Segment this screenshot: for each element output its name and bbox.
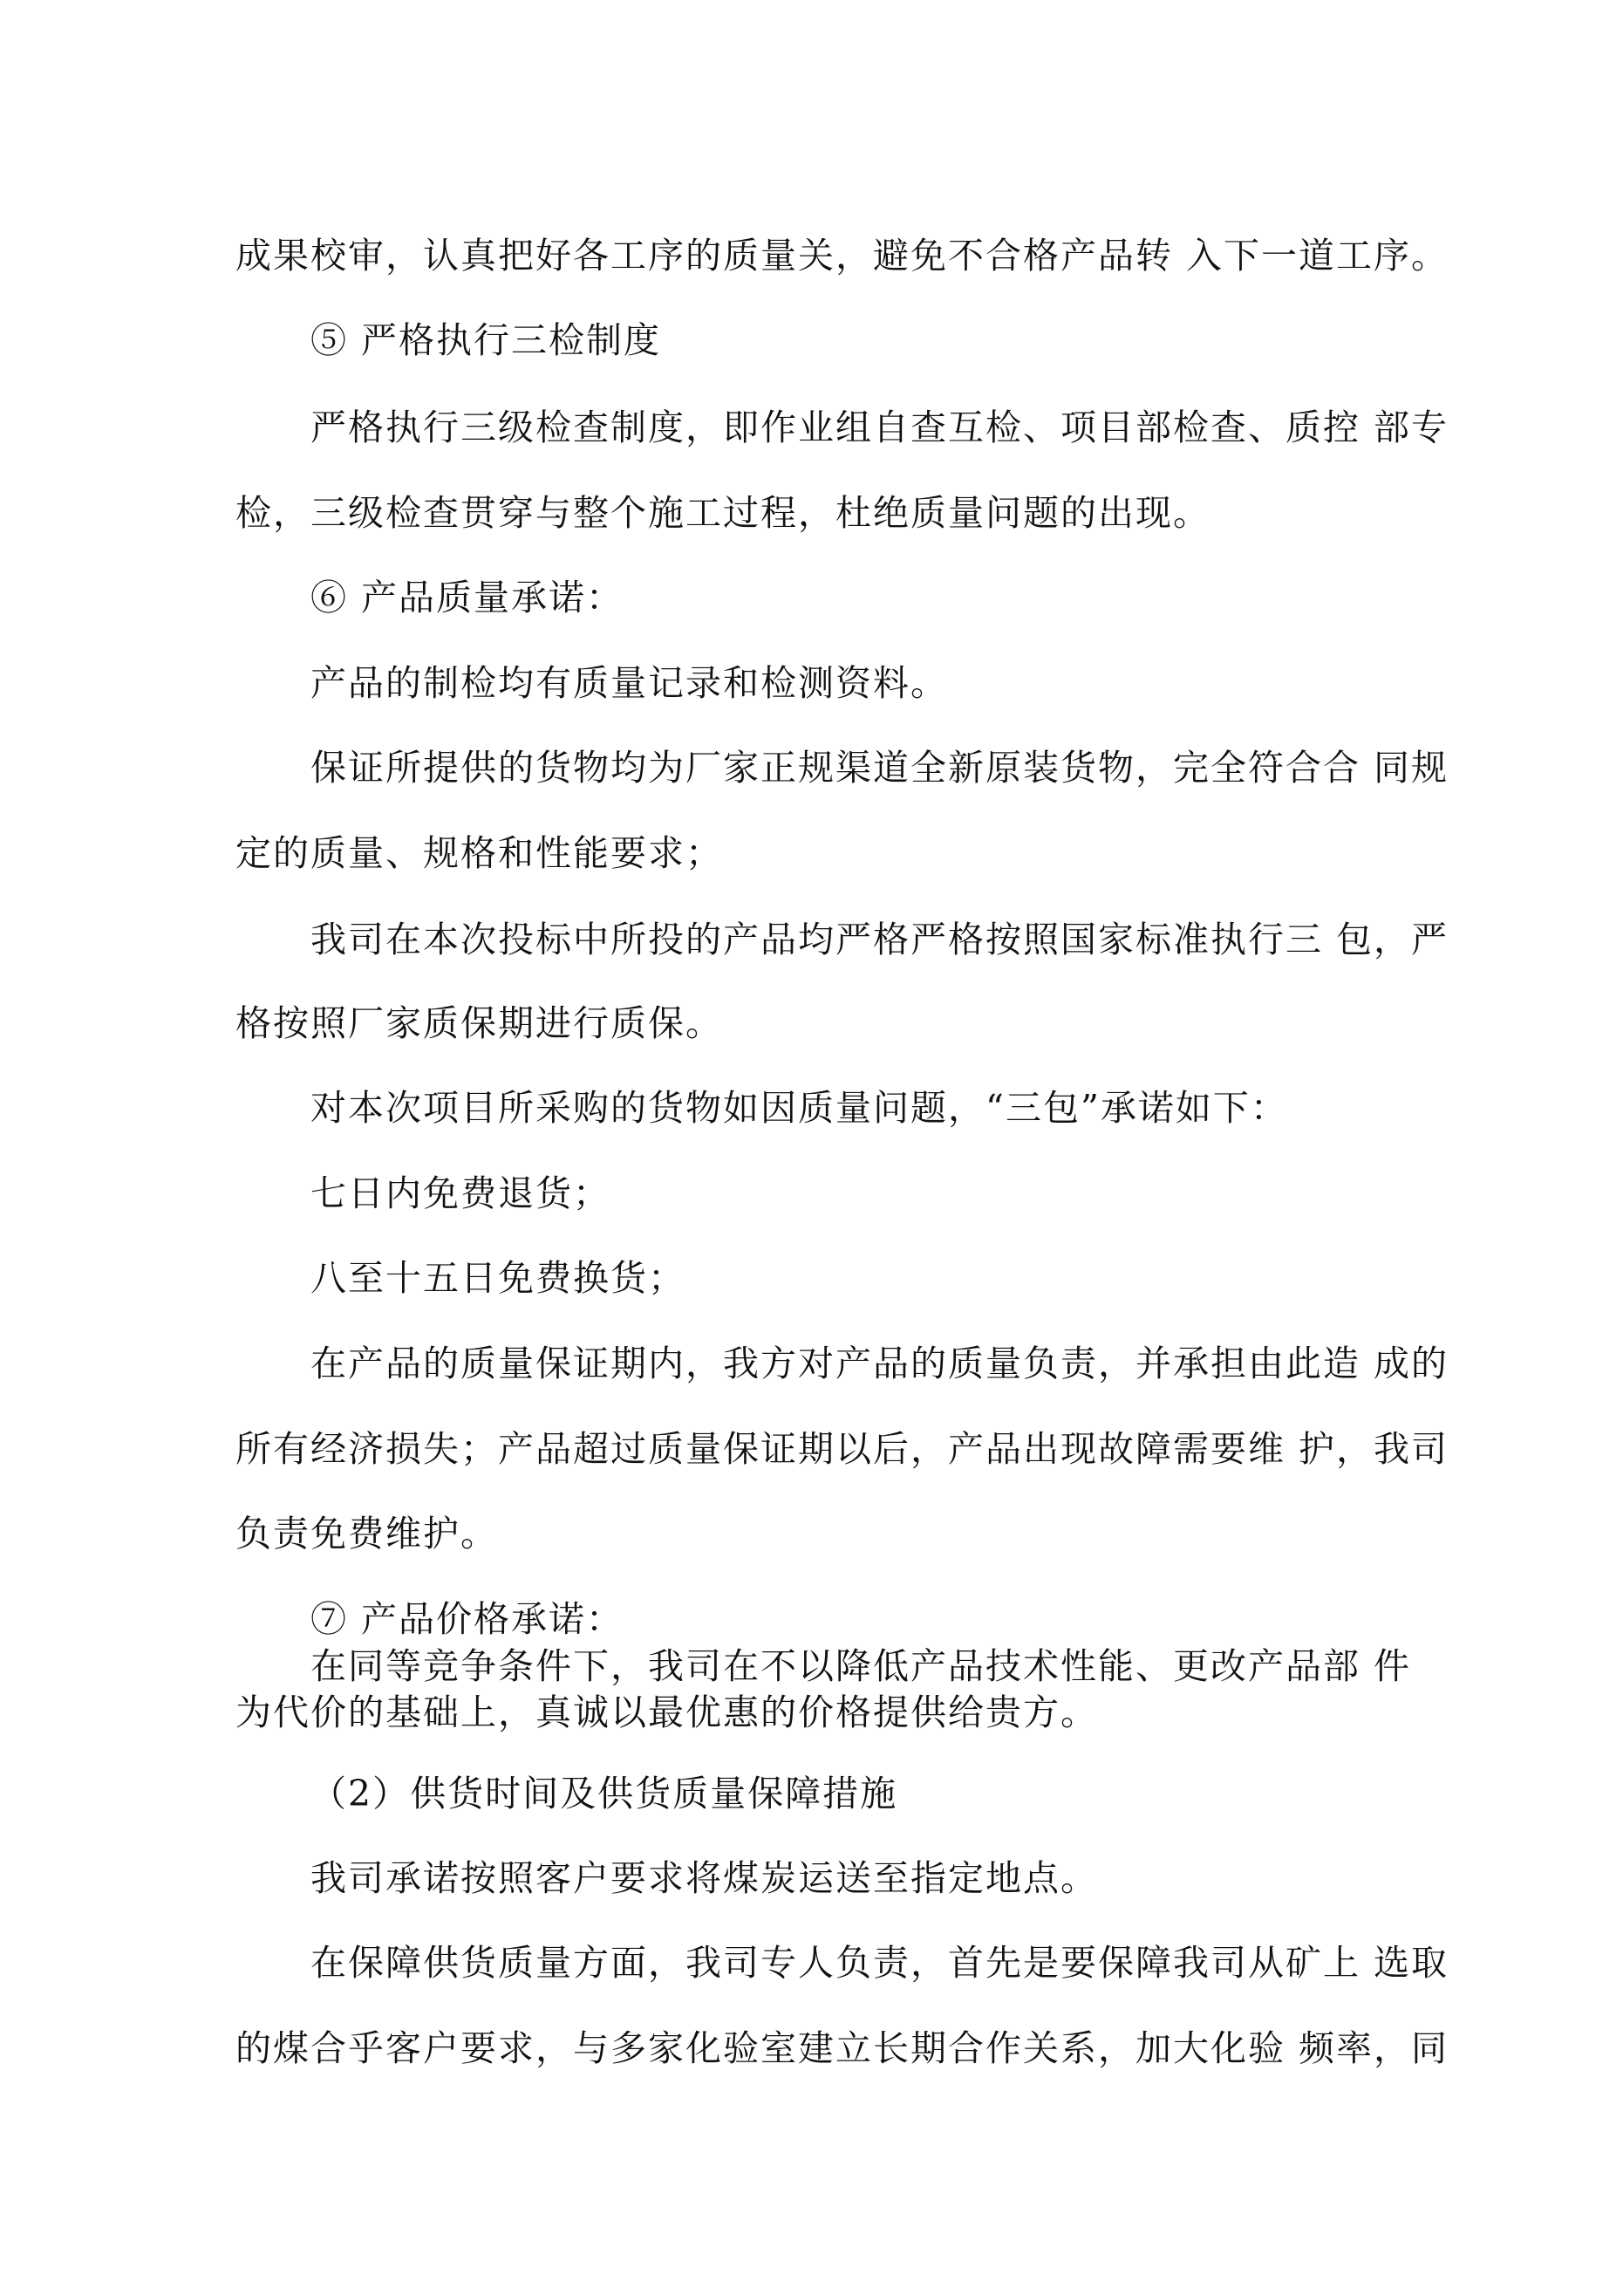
text-line: 保证所提供的货物均为厂家正规渠道全新原装货物，完全符合合 同规 <box>310 747 1449 789</box>
text-line: 格按照厂家质保期进行质保。 <box>235 1002 723 1044</box>
text-line: 七日内免费退货； <box>310 1172 610 1214</box>
text-line: 在产品的质量保证期内，我方对产品的质量负责，并承担由此造 成的 <box>310 1343 1449 1384</box>
text-line: 八至十五日免费换货； <box>310 1257 685 1299</box>
text-line: 检，三级检查贯穿与整个施工过程，杜绝质量问题的出现。 <box>235 492 1210 534</box>
text-line: 定的质量、规格和性能要求； <box>235 832 723 874</box>
text-line: 所有经济损失；产品超过质量保证期以后，产品出现故障需要维 护，我司 <box>235 1428 1449 1470</box>
section-heading: ⑤ 严格执行三检制度 <box>310 319 662 361</box>
section-heading: ⑥ 产品质量承诺： <box>310 577 624 618</box>
text-line: 严格执行三级检查制度，即作业组自查互检、项目部检查、质控 部专 <box>310 407 1449 448</box>
text-line: 我司在本次投标中所投的产品均严格严格按照国家标准执行三 包，严 <box>310 919 1449 960</box>
text-line: 在保障供货质量方面，我司专人负责，首先是要保障我司从矿上 选取 <box>310 1942 1449 1984</box>
text-line: 成果校审，认真把好各工序的质量关，避免不合格产品转 入下一道工序。 <box>235 235 1449 277</box>
text-line: 产品的制检均有质量记录和检测资料。 <box>310 662 948 704</box>
text-line: 在同等竞争条件下，我司在不以降低产品技术性能、更改产品部 件 <box>310 1645 1412 1687</box>
section-heading: （2）供货时间及供货质量保障措施 <box>310 1773 898 1814</box>
text-line: 为代价的基础上，真诚以最优惠的价格提供给贵方。 <box>235 1691 1098 1733</box>
text-line: 对本次项目所采购的货物如因质量问题，“三包”承诺如下： <box>310 1087 1288 1129</box>
section-heading: ⑦ 产品价格承诺： <box>310 1598 624 1640</box>
text-line: 负责免费维护。 <box>235 1513 498 1555</box>
text-line: 我司承诺按照客户要求将煤炭运送至指定地点。 <box>310 1857 1098 1899</box>
text-line: 的煤合乎客户要求，与多家化验室建立长期合作关系，加大化验 频率，同 <box>235 2027 1449 2069</box>
